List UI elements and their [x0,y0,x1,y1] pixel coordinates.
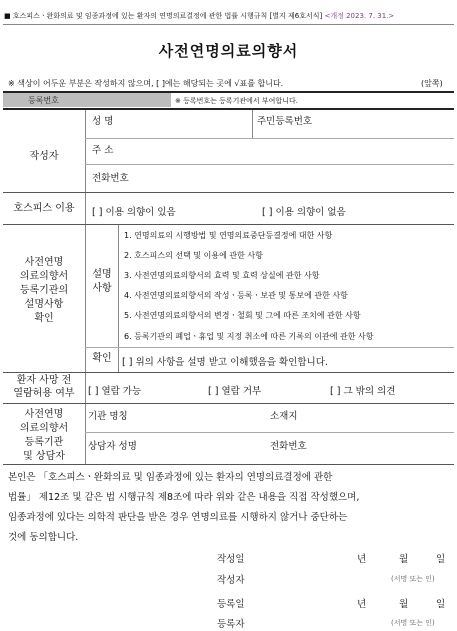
hospice-label: 호스피스 이용 [13,203,75,214]
disclosure-label: 환자 사망 전 열람허용 여부 [13,375,75,399]
writer-sign-note: (서명 또는 인) [391,575,435,583]
regulation-caption: ■ 호스피스ㆍ완화의료 및 임종과정에 있는 환자의 연명의료결정에 관한 법률 시행규칙 [별지 제6호서식] <개정 2023. 7. 31.> [4,12,395,20]
org-label: 사전연명 의료의향서 등록기관 및 상담자 [19,409,69,462]
registrar-sign-note: (서명 또는 인) [391,619,435,627]
org-name-label: 기관 명칭 [88,411,128,422]
hospice-yes-checkbox[interactable]: [ ] 이용 의향이 있음 [92,207,176,218]
written-month: 월 [399,554,409,565]
explain-item-4: 4. 사전연명의료의향서의 작성ㆍ등록ㆍ보관 및 통보에 관한 사항 [124,291,348,300]
consent-statement: 본인은 「호스피스ㆍ완화의료 및 임종과정에 있는 환자의 연명의료결정에 관한 법률」 제12조 및 같은 법 시행규칙 제8조에 따라 위와 같은 내용을 직접 작성했으며, 임종과정에 있다는 의학적 판단을 받은 경우 연명의료를 시행하지 않거나 중단하는 것에 동의합니다. [8,472,360,543]
disclosure-allow-checkbox[interactable]: [ ] 열람 가능 [88,386,142,397]
explain-item-1: 1. 연명의료의 시행방법 및 연명의료중단등결정에 대한 사항 [124,231,333,240]
document-title: 사전연명의료의향서 [158,42,299,60]
registrar-sign-label: 등록자 [217,619,245,630]
reg-date-label: 등록일 [217,599,245,610]
registration-number-label: 등록번호 [28,96,59,105]
disclosure-deny-checkbox[interactable]: [ ] 열람 거부 [208,386,262,397]
org-location-label: 소재지 [270,411,298,422]
confirm-checkbox[interactable]: [ ] 위의 사항을 설명 받고 이해했음을 확인합니다. [122,357,328,368]
writer-label: 작성자 [29,151,59,162]
explain-item-6: 6. 등록기관의 폐업ㆍ휴업 및 지정 취소에 따른 기록의 이관에 관한 사항 [124,332,374,341]
reg-month: 월 [399,599,409,610]
reg-year: 년 [357,599,367,610]
explain-label: 사전연명 의료의향서 등록기관의 설명사항 확인 [19,257,69,324]
registration-number-note: ※ 등록번호는 등록기관에서 부여합니다. [175,97,298,105]
writer-phone-label: 전화번호 [92,173,129,184]
disclosure-other-checkbox[interactable]: [ ] 그 밖의 의견 [330,386,396,397]
counselor-name-label: 상담자 성명 [88,441,137,452]
explain-item-2: 2. 호스피스의 선택 및 이용에 관한 사항 [124,251,263,260]
written-date-label: 작성일 [217,554,245,565]
explain-item-5: 5. 사전연명의료의향서의 변경ㆍ철회 및 그에 따른 조치에 관한 사항 [124,311,361,320]
reg-day: 일 [436,599,446,610]
writer-address-label: 주 소 [92,145,114,156]
page-side: (앞쪽) [421,79,443,88]
writer-rrn-label: 주민등록번호 [257,116,313,127]
confirm-label: 확인 [92,353,112,364]
org-phone-label: 전화번호 [270,441,307,452]
writer-name-label: 성 명 [92,116,114,127]
revision-date: <개정 2023. 7. 31.> [324,12,395,20]
hospice-no-checkbox[interactable]: [ ] 이용 의향이 없음 [262,207,346,218]
explain-item-3: 3. 사전연명의료의향서의 효력 및 효력 상실에 관한 사항 [124,271,320,280]
written-year: 년 [357,554,367,565]
notice-text: ※ 색상이 어두운 부분은 작성하지 않으며, [ ]에는 해당되는 곳에 √표를 합니다. [8,79,284,88]
written-day: 일 [436,554,446,565]
explain-sub-label: 설명 사항 [92,269,112,294]
writer-sign-label: 작성자 [217,575,245,586]
